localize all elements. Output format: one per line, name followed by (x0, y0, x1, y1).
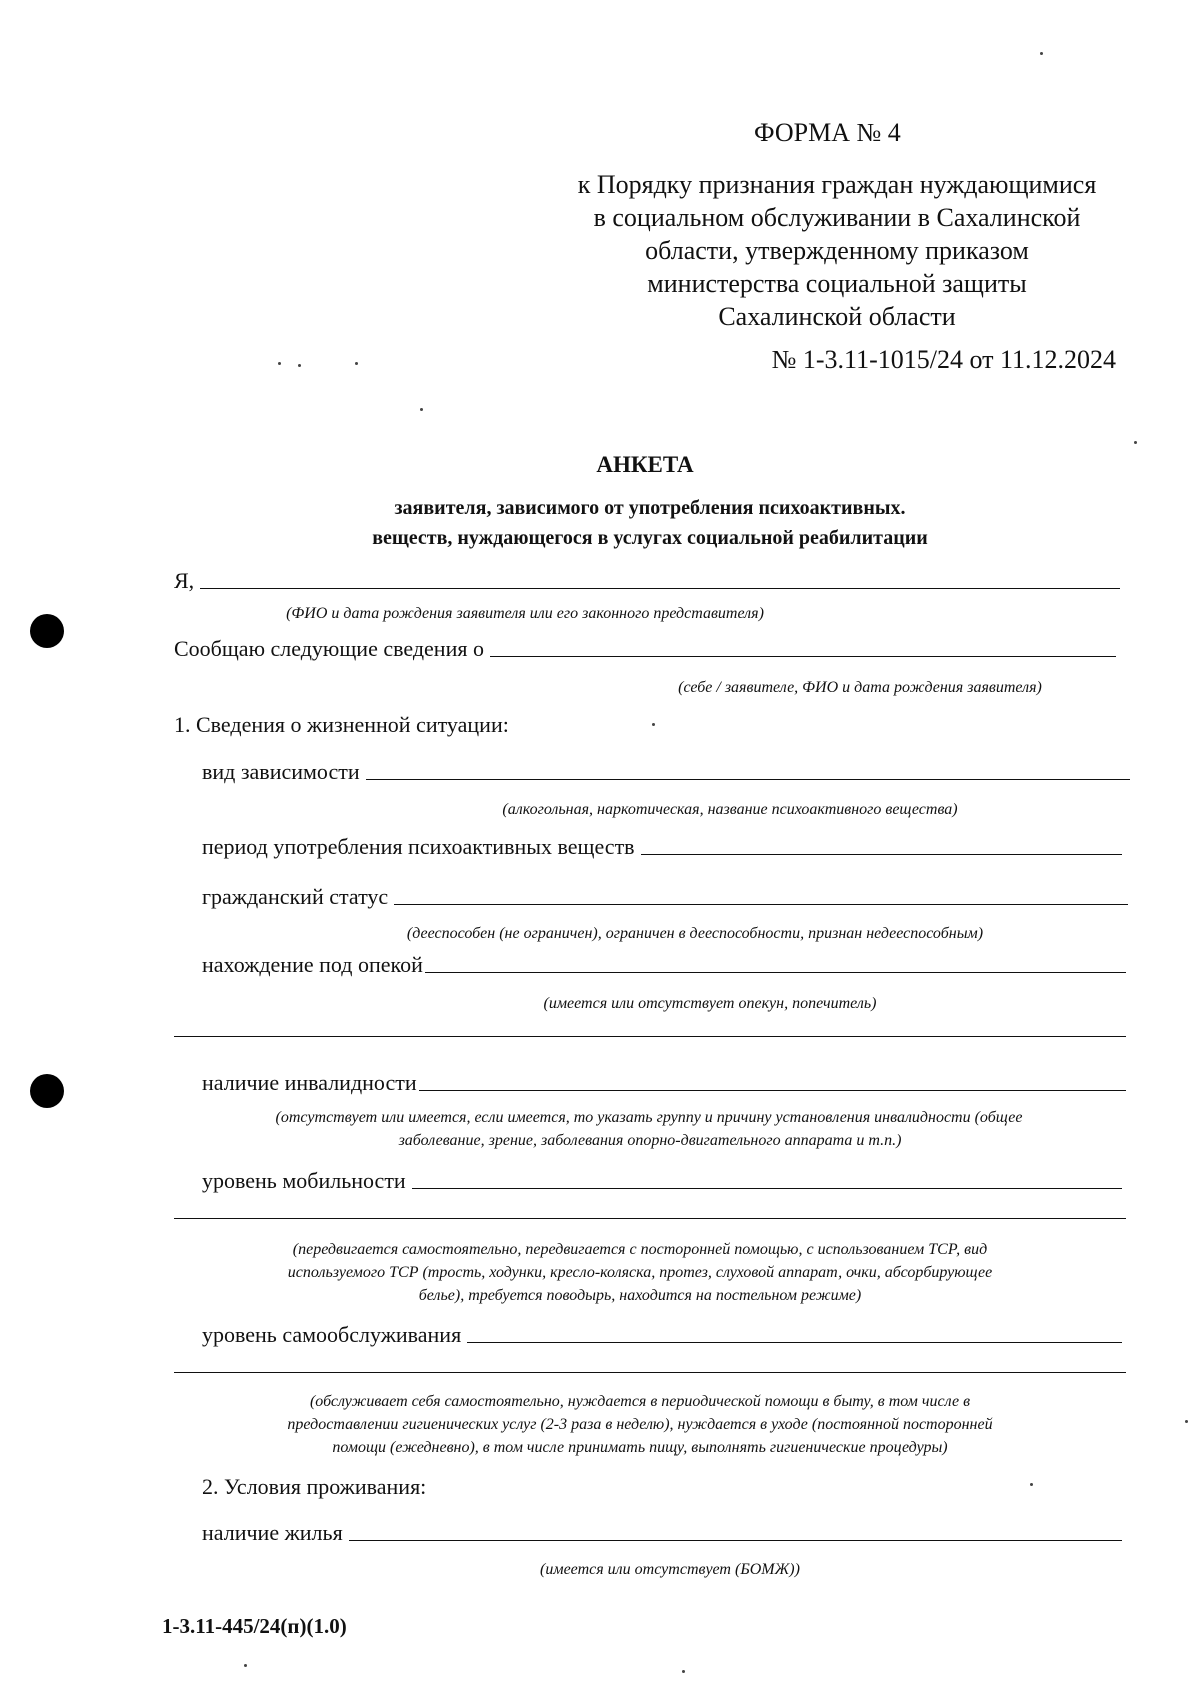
guardianship-hint: (имеется или отсутствует опекун, попечитель) (543, 995, 877, 1012)
document-code: 1-3.11-445/24(п)(1.0) (162, 1614, 347, 1638)
usage-period-field[interactable] (641, 853, 1122, 855)
disability-field[interactable] (419, 1089, 1126, 1091)
mobility-label: уровень мобильности (202, 1168, 406, 1193)
subtitle-line: заявителя, зависимого от употребления психоактивных. (394, 497, 906, 519)
scan-speck (298, 364, 301, 367)
punch-hole (30, 614, 64, 648)
selfcare-field[interactable] (467, 1341, 1122, 1343)
scan-speck (1030, 1483, 1033, 1486)
disability-hint-line: заболевание, зрение, заболевания опорно-двигательного аппарата и т.п.) (398, 1132, 902, 1149)
guardianship-field[interactable] (425, 971, 1126, 973)
mobility-row (202, 1168, 1122, 1194)
civil-status-label: гражданский статус (202, 884, 389, 909)
attachment-line: к Порядку признания граждан нуждающимися (577, 170, 1097, 199)
subtitle-line: веществ, нуждающегося в услугах социальной реабилитации (372, 527, 928, 549)
scan-speck (1040, 52, 1043, 55)
selfcare-hint-line: предоставлении гигиенических услуг (2-3 раза в неделю), нуждается в уходе (постоянной посторонней (287, 1416, 993, 1433)
form-number: ФОРМА № 4 (754, 118, 901, 147)
guardianship-row (202, 952, 1126, 978)
mobility-field[interactable] (412, 1187, 1122, 1189)
selfcare-label: уровень самообслуживания (202, 1322, 462, 1347)
applicant-name-row (174, 568, 1120, 594)
selfcare-extra-line[interactable] (174, 1372, 1126, 1373)
section-1-heading: 1. Сведения о жизненной ситуации: (174, 712, 509, 737)
guardianship-extra-line[interactable] (174, 1036, 1126, 1037)
selfcare-hint-line: помощи (ежедневно), в том числе принимать пищу, выполнять гигиенические процедуры) (332, 1439, 948, 1456)
applicant-name-field[interactable] (200, 587, 1120, 589)
report-about-hint: (себе / заявителе, ФИО и дата рождения заявителя) (678, 679, 1042, 696)
guardianship-label: нахождение под опекой (202, 952, 423, 977)
civil-status-row (202, 884, 1128, 910)
dependency-field[interactable] (366, 778, 1130, 780)
dependency-hint: (алкогольная, наркотическая, название психоактивного вещества) (502, 801, 958, 818)
mobility-hint-line: белье), требуется поводырь, находится на постельном режиме) (418, 1287, 862, 1304)
section-2-heading: 2. Условия проживания: (202, 1474, 427, 1499)
report-about-row (174, 636, 1116, 662)
housing-label: наличие жилья (202, 1520, 343, 1545)
attachment-line: в социальном обслуживании в Сахалинской (593, 203, 1081, 232)
attachment-line: министерства социальной защиты (647, 269, 1027, 298)
dependency-row (202, 759, 1130, 785)
document-title: АНКЕТА (596, 452, 694, 477)
civil-status-field[interactable] (394, 903, 1128, 905)
housing-row (202, 1520, 1122, 1546)
housing-field[interactable] (349, 1539, 1122, 1541)
applicant-name-hint: (ФИО и дата рождения заявителя или его законного представителя) (286, 605, 764, 622)
report-about-label: Сообщаю следующие сведения о (174, 636, 484, 661)
civil-status-hint: (дееспособен (не ограничен), ограничен в дееспособности, признан недееспособным) (406, 925, 984, 942)
attachment-line: Сахалинской области (718, 302, 956, 331)
scan-speck (1134, 441, 1137, 444)
selfcare-row (202, 1322, 1122, 1348)
applicant-name-label: Я, (174, 568, 195, 593)
punch-hole (30, 1074, 64, 1108)
report-about-field[interactable] (490, 655, 1116, 657)
form-attachment-note (548, 168, 1126, 333)
dependency-label: вид зависимости (202, 759, 360, 784)
scan-speck (278, 362, 281, 365)
scan-speck (682, 1670, 685, 1673)
disability-label: наличие инвалидности (202, 1070, 417, 1095)
mobility-extra-line[interactable] (174, 1218, 1126, 1219)
document-subtitle (310, 493, 990, 553)
scan-speck (652, 723, 655, 726)
scan-speck (355, 362, 358, 365)
housing-hint: (имеется или отсутствует (БОМЖ)) (540, 1561, 800, 1578)
mobility-hint-line: используемого ТСР (трость, ходунки, кресло-коляска, протез, слуховой аппарат, очки, абсорбирующее (287, 1264, 993, 1281)
scan-speck (420, 408, 423, 411)
scan-speck (244, 1664, 247, 1667)
attachment-line: области, утвержденному приказом (645, 236, 1029, 265)
mobility-hint-line: (передвигается самостоятельно, передвигается с посторонней помощью, с использованием ТСР, вид (292, 1241, 988, 1258)
usage-period-row (202, 834, 1122, 860)
usage-period-label: период употребления психоактивных веществ (202, 834, 635, 859)
disability-hint-line: (отсутствует или имеется, если имеется, то указать группу и причину установления инвалидности (общее (275, 1109, 1023, 1126)
selfcare-hint-line: (обслуживает себя самостоятельно, нуждается в периодической помощи в быту, в том числе в (309, 1393, 971, 1410)
scan-speck (1185, 1420, 1188, 1423)
order-reference: № 1-3.11-1015/24 от 11.12.2024 (771, 345, 1116, 374)
disability-row (202, 1070, 1126, 1096)
